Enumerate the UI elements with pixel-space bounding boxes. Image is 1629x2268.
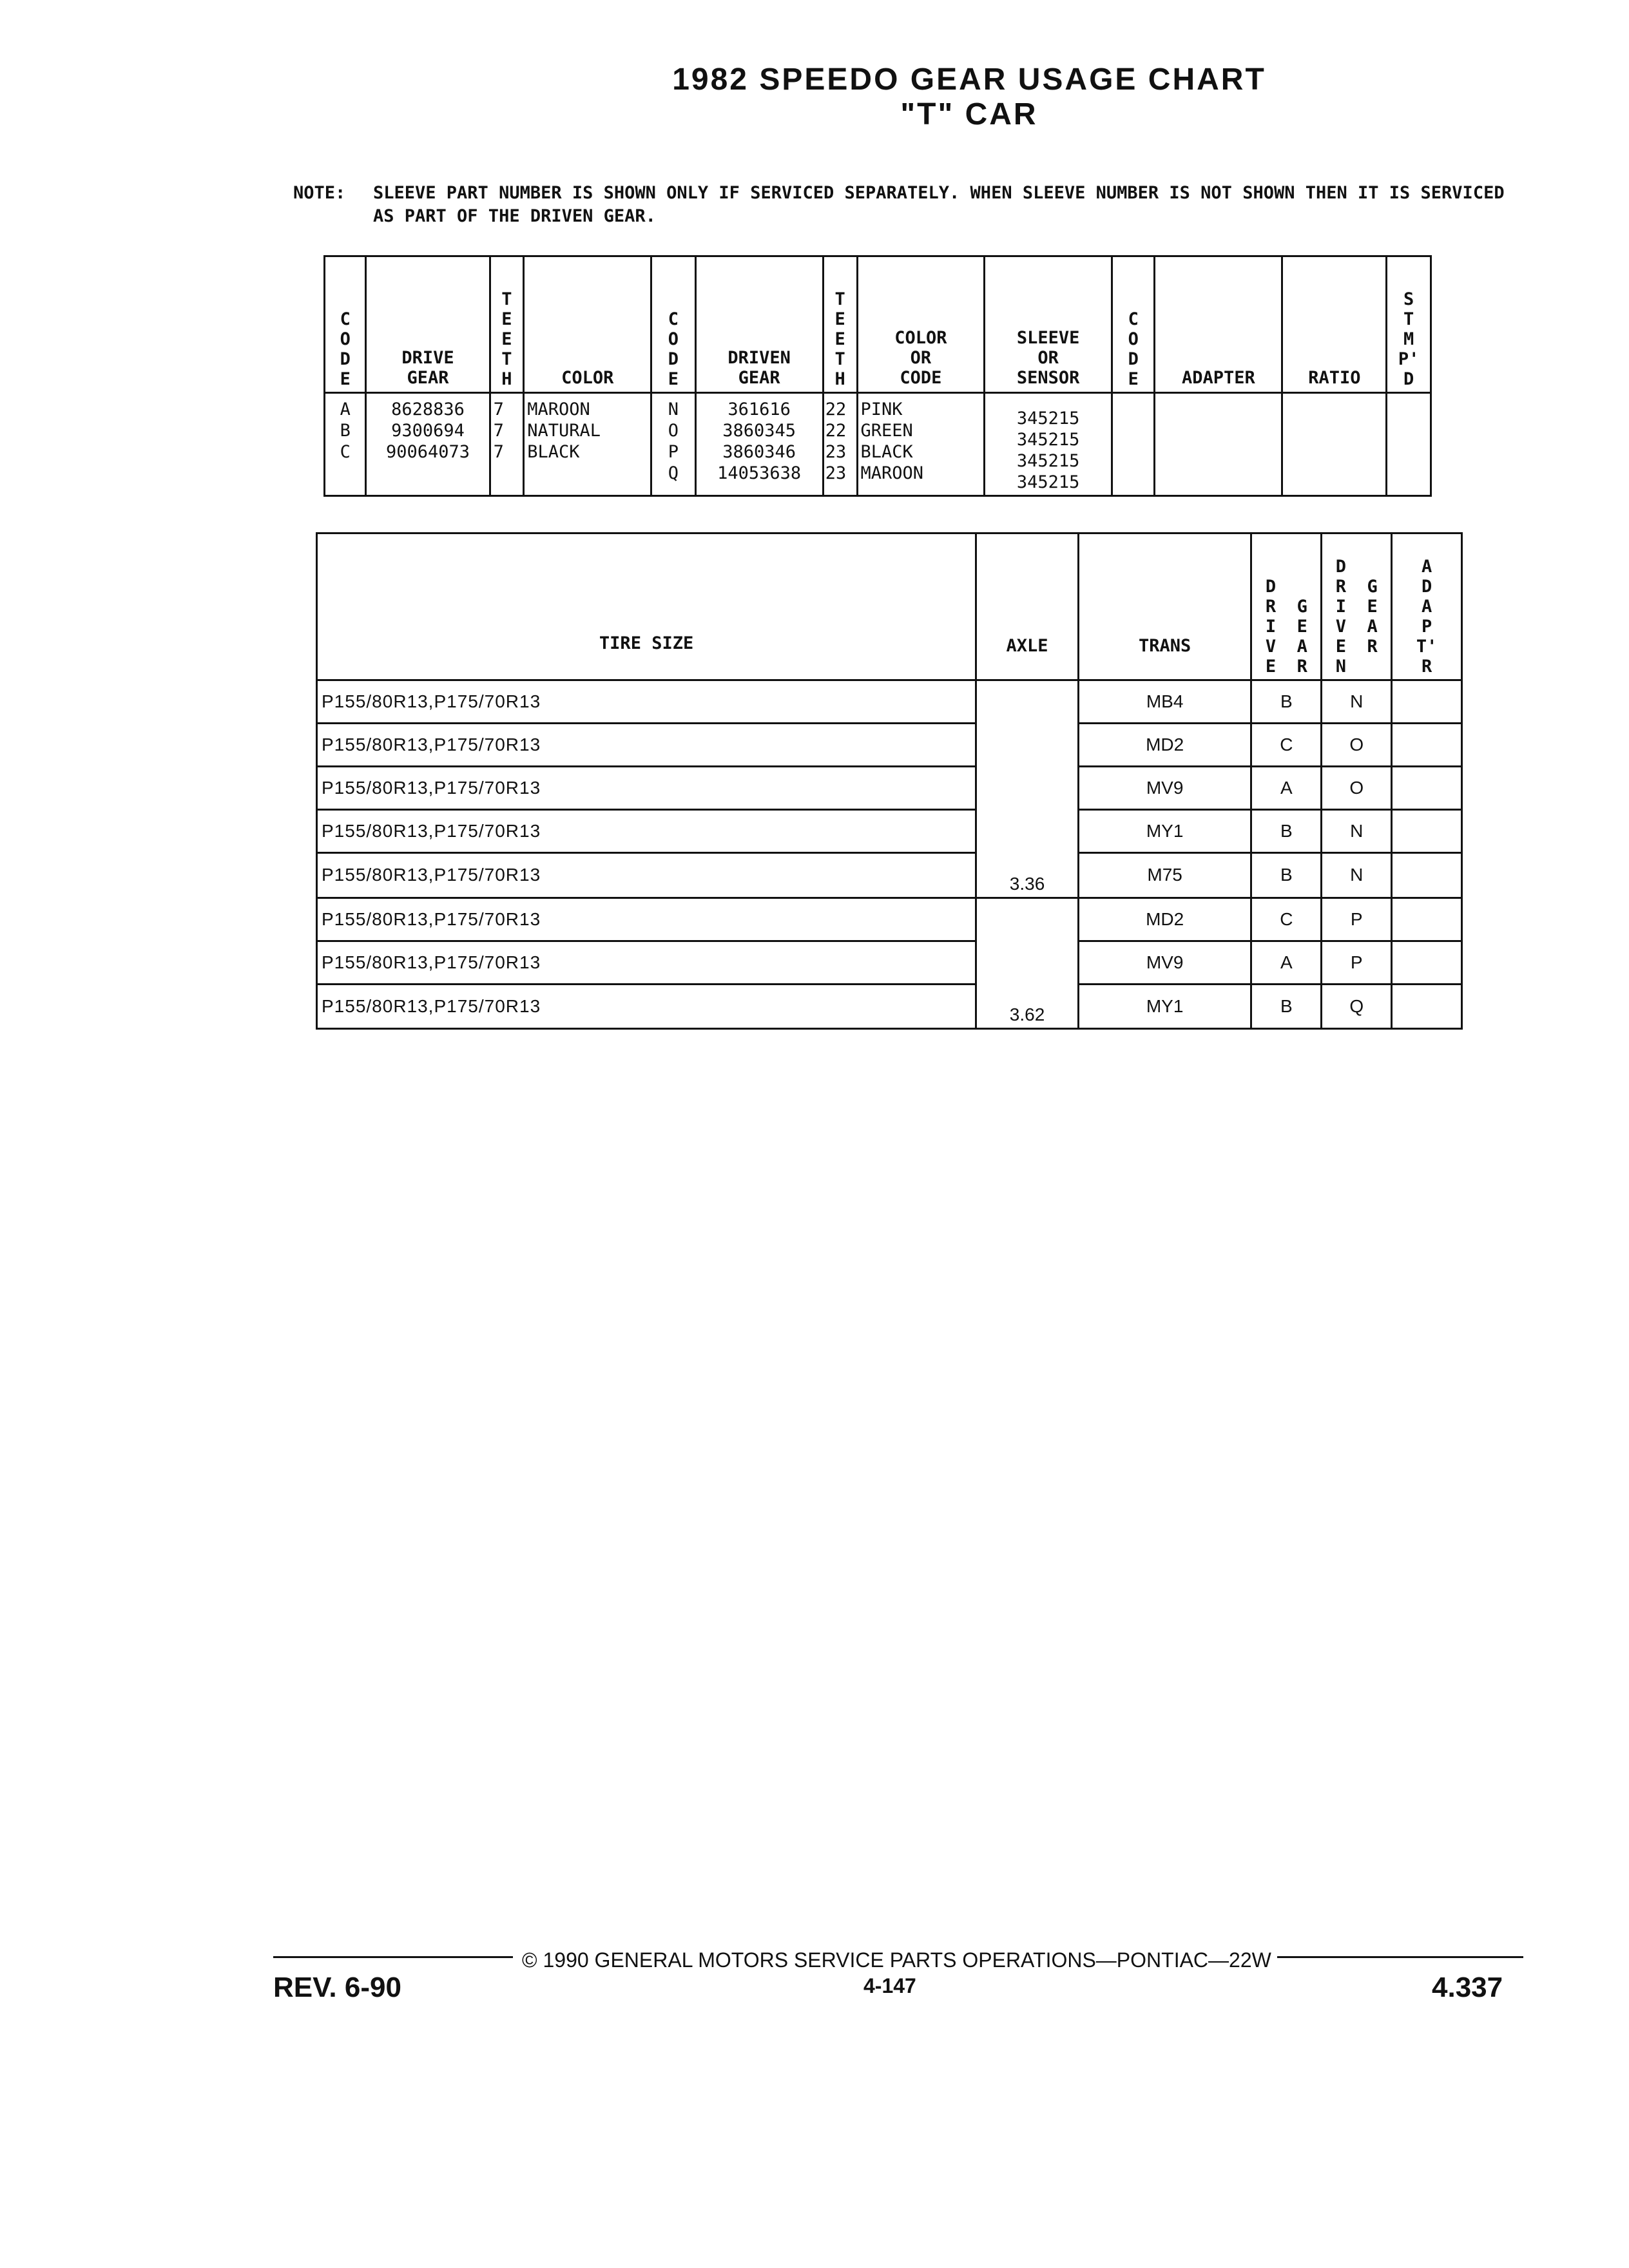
gear-table	[323, 255, 1432, 497]
axle	[976, 680, 1079, 724]
trans: MD2	[1078, 898, 1251, 941]
header-adapter: A D A P T' R	[1392, 533, 1462, 680]
drive-gear-part: 90064073	[385, 442, 470, 462]
page-subtitle: "T" CAR	[900, 97, 1038, 131]
table-row	[317, 898, 1462, 941]
driven-tooth-count: 23	[825, 463, 847, 483]
sleeve-number: 345215	[1016, 430, 1080, 450]
driven-gear-code: N	[1322, 810, 1392, 853]
stmpd-cell	[1387, 393, 1431, 496]
header-code: C O D E	[325, 256, 366, 393]
drive-color: MAROON	[527, 399, 590, 419]
table-row	[317, 724, 1462, 767]
page-title: 1982 SPEEDO GEAR USAGE CHART	[672, 62, 1266, 97]
driven-colors	[857, 393, 985, 496]
drive-tooth-count: 7	[493, 442, 504, 462]
drive-gear-code: B	[1251, 984, 1322, 1029]
drive-gear-code: B	[1251, 680, 1322, 724]
header-drive-gear: D R G I E V A E R	[1251, 533, 1322, 680]
header-sleeve-or-sensor: SLEEVE OR SENSOR	[985, 256, 1112, 393]
header-trans: TRANS	[1078, 533, 1251, 680]
adapter-code	[1392, 984, 1462, 1029]
header-stmpd: S T M P' D	[1387, 256, 1431, 393]
axle	[976, 941, 1079, 984]
footer-revision: REV. 6-90	[273, 1972, 401, 2003]
driven-code: Q	[668, 463, 679, 483]
axle	[976, 724, 1079, 767]
driven-color: MAROON	[860, 463, 924, 483]
trans: M75	[1078, 853, 1251, 898]
drive-codes	[325, 393, 366, 496]
usage-table	[316, 532, 1463, 1030]
axle	[976, 767, 1079, 810]
note-label: NOTE:	[293, 183, 346, 203]
footer-rule-left	[273, 1956, 513, 1958]
footer-rule-right	[1277, 1956, 1523, 1958]
drive-color: NATURAL	[527, 421, 601, 441]
adapter-code	[1392, 853, 1462, 898]
driven-color: PINK	[860, 399, 903, 419]
header-code-2: C O D E	[651, 256, 695, 393]
driven-gear-code: N	[1322, 680, 1392, 724]
axle: 3.36	[976, 853, 1079, 898]
trans: MY1	[1078, 984, 1251, 1029]
footer-page-code: 4-147	[863, 1974, 916, 1997]
sleeve-number: 345215	[1016, 472, 1080, 492]
header-ratio: RATIO	[1282, 256, 1387, 393]
adapter-code	[1392, 898, 1462, 941]
tire-size: P155/80R13,P175/70R13	[317, 810, 976, 853]
driven-tooth-count: 23	[825, 442, 847, 462]
ratio-cell	[1282, 393, 1387, 496]
axle	[976, 898, 1079, 941]
driven-tooth-count: 22	[825, 421, 847, 441]
drive-gear-parts	[366, 393, 490, 496]
drive-colors	[524, 393, 651, 496]
driven-gear-code: N	[1322, 853, 1392, 898]
header-axle: AXLE	[976, 533, 1079, 680]
drive-gear-part: 9300694	[391, 421, 465, 441]
note-text: SLEEVE PART NUMBER IS SHOWN ONLY IF SERVICED SEPARATELY. WHEN SLEEVE NUMBER IS NOT SHOWN THEN IT IS SERVICED AS PART OF THE DRIVEN GEAR.	[373, 183, 1505, 226]
driven-gear-code: O	[1322, 767, 1392, 810]
drive-tooth-count: 7	[493, 399, 504, 419]
tire-size: P155/80R13,P175/70R13	[317, 853, 976, 898]
drive-gear-code: B	[1251, 810, 1322, 853]
axle	[976, 810, 1079, 853]
driven-code: N	[668, 399, 679, 419]
trans: MB4	[1078, 680, 1251, 724]
driven-gear-code: P	[1322, 898, 1392, 941]
trans: MV9	[1078, 941, 1251, 984]
sleeve-number: 345215	[1016, 451, 1080, 471]
header-tire-size: TIRE SIZE	[317, 533, 976, 680]
table-row	[317, 767, 1462, 810]
drive-color: BLACK	[527, 442, 580, 462]
sleeve-numbers	[985, 393, 1112, 496]
drive-gear-code: A	[1251, 941, 1322, 984]
tire-size: P155/80R13,P175/70R13	[317, 941, 976, 984]
driven-gear-part: 3860345	[722, 421, 796, 441]
driven-color: BLACK	[860, 442, 913, 462]
driven-gear-parts	[695, 393, 823, 496]
tire-size: P155/80R13,P175/70R13	[317, 724, 976, 767]
header-driven-gear: D R G I E V A E R N	[1322, 533, 1392, 680]
driven-code: P	[668, 442, 679, 462]
header-teeth: T E E T H	[490, 256, 524, 393]
drive-gear-code: B	[1251, 853, 1322, 898]
trans: MY1	[1078, 810, 1251, 853]
driven-gear-code: Q	[1322, 984, 1392, 1029]
header-code-3: C O D E	[1112, 256, 1155, 393]
drive-gear-code: A	[1251, 767, 1322, 810]
adapter-code	[1392, 941, 1462, 984]
driven-gear-part: 14053638	[717, 463, 802, 483]
driven-gear-code: O	[1322, 724, 1392, 767]
tire-size: P155/80R13,P175/70R13	[317, 767, 976, 810]
drive-code: A	[340, 399, 351, 419]
header-teeth-2: T E E T H	[823, 256, 857, 393]
footer-page-number: 4.337	[1432, 1972, 1503, 2003]
drive-gear-code: C	[1251, 724, 1322, 767]
tire-size: P155/80R13,P175/70R13	[317, 898, 976, 941]
adapter-code	[1392, 767, 1462, 810]
table-row	[317, 810, 1462, 853]
driven-gear-part: 361616	[728, 399, 791, 419]
table-row	[317, 941, 1462, 984]
code-3-cell	[1112, 393, 1155, 496]
driven-code: O	[668, 421, 679, 441]
drive-teeth	[490, 393, 524, 496]
header-color-or-code: COLOR OR CODE	[857, 256, 985, 393]
table-row	[317, 984, 1462, 1029]
drive-code: B	[340, 421, 351, 441]
tire-size: P155/80R13,P175/70R13	[317, 984, 976, 1029]
axle: 3.62	[976, 984, 1079, 1029]
footer-copyright: © 1990 GENERAL MOTORS SERVICE PARTS OPERATIONS—PONTIAC—22W	[522, 1948, 1271, 1972]
tire-size: P155/80R13,P175/70R13	[317, 680, 976, 724]
header-driven-gear: DRIVEN GEAR	[695, 256, 823, 393]
drive-gear-part: 8628836	[391, 399, 465, 419]
header-adapter: ADAPTER	[1155, 256, 1282, 393]
trans: MV9	[1078, 767, 1251, 810]
header-drive-gear: DRIVE GEAR	[366, 256, 490, 393]
drive-tooth-count: 7	[493, 421, 504, 441]
header-color: COLOR	[524, 256, 651, 393]
drive-gear-code: C	[1251, 898, 1322, 941]
sleeve-number: 345215	[1016, 408, 1080, 428]
adapter-code	[1392, 680, 1462, 724]
adapter-code	[1392, 810, 1462, 853]
table-row	[317, 680, 1462, 724]
driven-tooth-count: 22	[825, 399, 847, 419]
driven-gear-part: 3860346	[722, 442, 796, 462]
driven-gear-code: P	[1322, 941, 1392, 984]
table-row	[317, 853, 1462, 898]
drive-code: C	[340, 442, 351, 462]
adapter-code	[1392, 724, 1462, 767]
adapter-cell	[1155, 393, 1282, 496]
trans: MD2	[1078, 724, 1251, 767]
driven-codes	[651, 393, 695, 496]
driven-teeth	[823, 393, 857, 496]
driven-color: GREEN	[860, 421, 913, 441]
